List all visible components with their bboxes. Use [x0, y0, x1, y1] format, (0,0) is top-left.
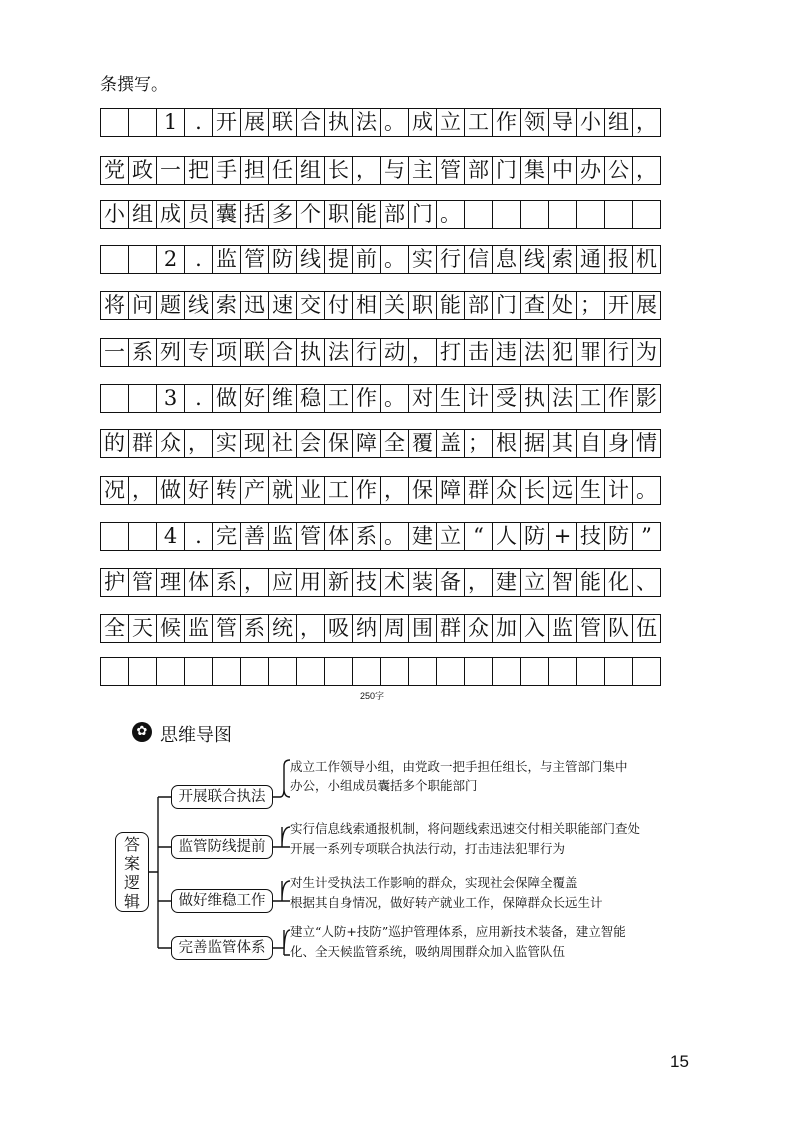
grid-cell — [129, 658, 157, 686]
grid-cell: 工 — [465, 109, 493, 137]
grid-cell: 根 — [493, 430, 521, 458]
grid-cell: 交 — [297, 292, 325, 320]
grid-cell: 技 — [577, 523, 605, 551]
grid-cell: 理 — [157, 569, 185, 597]
grid-cell: 好 — [185, 477, 213, 505]
grid-cell: 线 — [185, 292, 213, 320]
grid-cell: . — [185, 109, 213, 137]
grid-cell: 部 — [381, 201, 409, 229]
branch-supervision-system: 完善监管体系 — [171, 936, 273, 960]
mind-map-title: 思维导图 — [160, 725, 232, 745]
grid-cell: 工 — [577, 385, 605, 413]
grid-cell: 计 — [465, 385, 493, 413]
grid-cell: 做 — [157, 477, 185, 505]
grid-cell: 信 — [465, 246, 493, 274]
grid-cell: 一 — [101, 339, 129, 367]
grid-cell: 打 — [437, 339, 465, 367]
grid-cell: 罪 — [577, 339, 605, 367]
grid-cell: 化 — [605, 569, 633, 597]
grid-cell: 领 — [521, 109, 549, 137]
grid-cell — [129, 523, 157, 551]
grid-cell: 专 — [185, 339, 213, 367]
grid-cell: 作 — [353, 385, 381, 413]
grid-cell: 成 — [157, 201, 185, 229]
grid-cell: 体 — [185, 569, 213, 597]
grid-cell: 监 — [549, 615, 577, 643]
grid-cell: 违 — [493, 339, 521, 367]
grid-cell — [549, 658, 577, 686]
grid-cell: 括 — [241, 201, 269, 229]
grid-cell — [381, 658, 409, 686]
grid-cell: 身 — [605, 430, 633, 458]
grid-cell — [101, 523, 129, 551]
grid-cell — [465, 658, 493, 686]
grid-cell: 实 — [409, 246, 437, 274]
grid-cell: 1 — [157, 109, 185, 137]
grid-cell: 防 — [521, 523, 549, 551]
grid-cell: “ — [465, 523, 493, 551]
grid-cell: 众 — [493, 477, 521, 505]
leaf-text: 对生计受执法工作影响的群众，实现社会保障全覆盖 — [290, 875, 578, 890]
grid-cell: 作 — [605, 385, 633, 413]
grid-cell: 系 — [129, 339, 157, 367]
grid-cell — [633, 658, 661, 686]
grid-cell: 据 — [521, 430, 549, 458]
grid-cell: 众 — [157, 430, 185, 458]
grid-cell: ， — [381, 477, 409, 505]
grid-cell: + — [549, 523, 577, 551]
grid-cell: 公 — [605, 157, 633, 185]
essay-row — [100, 200, 661, 229]
grid-cell: 众 — [465, 615, 493, 643]
grid-cell: 应 — [269, 569, 297, 597]
grid-cell: 实 — [213, 430, 241, 458]
grid-cell: 立 — [437, 109, 465, 137]
grid-cell: 新 — [325, 569, 353, 597]
grid-cell: 部 — [465, 292, 493, 320]
grid-cell: ， — [633, 157, 661, 185]
grid-cell: 做 — [213, 385, 241, 413]
leaf-text: 办公，小组成员囊括多个职能部门 — [290, 778, 478, 793]
grid-cell: 对 — [409, 385, 437, 413]
grid-cell — [101, 246, 129, 274]
grid-cell: 组 — [605, 109, 633, 137]
grid-cell — [129, 385, 157, 413]
leaf-text: 建立“人防+技防”巡护管理体系，应用新技术装备，建立智能 — [290, 924, 626, 939]
grid-cell: 将 — [101, 292, 129, 320]
grid-cell: 息 — [493, 246, 521, 274]
grid-cell: 管 — [241, 246, 269, 274]
grid-cell: 相 — [353, 292, 381, 320]
grid-cell: 建 — [409, 523, 437, 551]
grid-cell: 行 — [353, 339, 381, 367]
grid-cell: 智 — [549, 569, 577, 597]
grid-cell: 执 — [521, 385, 549, 413]
grid-cell: 候 — [157, 615, 185, 643]
grid-cell: 前 — [353, 246, 381, 274]
grid-cell — [493, 201, 521, 229]
grid-cell: 速 — [269, 292, 297, 320]
grid-cell — [353, 658, 381, 686]
grid-cell: 处 — [549, 292, 577, 320]
lead-text: 条撰写。 — [100, 75, 168, 95]
essay-row — [100, 291, 661, 320]
grid-cell: 集 — [521, 157, 549, 185]
essay-row — [100, 108, 661, 137]
grid-cell: ， — [353, 157, 381, 185]
grid-cell: 管 — [437, 157, 465, 185]
grid-cell — [577, 658, 605, 686]
branch-joint-enforcement: 开展联合执法 — [171, 785, 273, 809]
grid-cell: 业 — [297, 477, 325, 505]
essay-row — [100, 156, 661, 185]
grid-cell — [129, 109, 157, 137]
grid-cell: 生 — [577, 477, 605, 505]
grid-cell: 通 — [577, 246, 605, 274]
essay-row — [100, 476, 661, 505]
grid-cell — [185, 658, 213, 686]
leaf-text: 实行信息线索通报机制，将问题线索迅速交付相关职能部门查处 — [290, 821, 641, 836]
grid-cell: 组 — [129, 201, 157, 229]
grid-cell: 全 — [101, 615, 129, 643]
flower-icon: ✿ — [132, 722, 152, 742]
grid-cell: 备 — [437, 569, 465, 597]
grid-cell: 报 — [605, 246, 633, 274]
grid-cell — [437, 658, 465, 686]
grid-cell: 就 — [269, 477, 297, 505]
root-char: 辑 — [123, 892, 140, 911]
grid-cell: 的 — [101, 430, 129, 458]
grid-cell: 人 — [493, 523, 521, 551]
grid-cell: 合 — [269, 339, 297, 367]
grid-cell: 一 — [157, 157, 185, 185]
grid-cell: 项 — [213, 339, 241, 367]
grid-cell: 善 — [241, 523, 269, 551]
grid-cell: 。 — [381, 385, 409, 413]
grid-cell: 职 — [325, 201, 353, 229]
grid-cell: 、 — [633, 569, 661, 597]
grid-cell: 群 — [437, 615, 465, 643]
grid-cell: 好 — [241, 385, 269, 413]
grid-cell — [241, 658, 269, 686]
grid-cell: 自 — [577, 430, 605, 458]
grid-cell: 党 — [101, 157, 129, 185]
grid-cell: 执 — [297, 339, 325, 367]
grid-cell: 问 — [129, 292, 157, 320]
branch-regulatory-defense: 监管防线提前 — [171, 835, 273, 859]
grid-cell — [633, 201, 661, 229]
grid-cell: 维 — [269, 385, 297, 413]
grid-cell: 入 — [521, 615, 549, 643]
branch-stability-work: 做好维稳工作 — [171, 889, 273, 913]
grid-cell: 用 — [297, 569, 325, 597]
grid-cell: 系 — [241, 615, 269, 643]
grid-cell: 监 — [213, 246, 241, 274]
grid-cell: 管 — [213, 615, 241, 643]
grid-cell — [577, 201, 605, 229]
root-char: 逻 — [123, 873, 140, 892]
page-number: 15 — [670, 1052, 689, 1071]
essay-row — [100, 614, 661, 643]
grid-cell: 工 — [325, 385, 353, 413]
grid-cell: 防 — [605, 523, 633, 551]
grid-cell: 法 — [353, 109, 381, 137]
grid-cell: 系 — [353, 523, 381, 551]
grid-cell: 法 — [325, 339, 353, 367]
grid-cell: 索 — [213, 292, 241, 320]
essay-row — [100, 657, 661, 686]
grid-cell: 成 — [409, 109, 437, 137]
grid-cell: 政 — [129, 157, 157, 185]
grid-cell: 合 — [297, 109, 325, 137]
grid-cell: 4 — [157, 523, 185, 551]
grid-cell: 周 — [381, 615, 409, 643]
grid-cell: ， — [185, 430, 213, 458]
root-char: 案 — [123, 854, 140, 873]
grid-cell: 工 — [325, 477, 353, 505]
grid-cell: 能 — [353, 201, 381, 229]
grid-cell: 影 — [633, 385, 661, 413]
grid-cell: 立 — [521, 569, 549, 597]
grid-cell: 体 — [325, 523, 353, 551]
grid-cell: 法 — [521, 339, 549, 367]
grid-cell: 联 — [241, 339, 269, 367]
grid-cell: ， — [297, 615, 325, 643]
grid-cell — [465, 201, 493, 229]
grid-cell: 盖 — [437, 430, 465, 458]
grid-cell: ； — [465, 430, 493, 458]
grid-cell: 。 — [437, 201, 465, 229]
grid-cell: 管 — [297, 523, 325, 551]
grid-cell: ； — [577, 292, 605, 320]
grid-cell — [129, 246, 157, 274]
grid-cell: 把 — [185, 157, 213, 185]
grid-cell: 囊 — [213, 201, 241, 229]
grid-cell — [297, 658, 325, 686]
grid-cell — [101, 385, 129, 413]
grid-cell: 列 — [157, 339, 185, 367]
grid-cell: 主 — [409, 157, 437, 185]
grid-cell: 况 — [101, 477, 129, 505]
leaf-text: 根据其自身情况，做好转产就业工作，保障群众长远生计 — [290, 895, 603, 910]
grid-cell — [605, 201, 633, 229]
grid-cell — [325, 658, 353, 686]
grid-cell: 个 — [297, 201, 325, 229]
grid-cell: 题 — [157, 292, 185, 320]
grid-cell: 术 — [381, 569, 409, 597]
grid-cell: 保 — [409, 477, 437, 505]
grid-cell: 技 — [353, 569, 381, 597]
grid-cell: 。 — [381, 523, 409, 551]
grid-cell: 担 — [241, 157, 269, 185]
grid-cell: 护 — [101, 569, 129, 597]
grid-cell: 行 — [437, 246, 465, 274]
grid-cell: 员 — [185, 201, 213, 229]
grid-cell: 能 — [577, 569, 605, 597]
grid-cell: 查 — [521, 292, 549, 320]
grid-cell: 开 — [213, 109, 241, 137]
essay-row — [100, 245, 661, 274]
essay-row — [100, 338, 661, 367]
grid-cell: 付 — [325, 292, 353, 320]
grid-cell: 装 — [409, 569, 437, 597]
grid-cell: 监 — [185, 615, 213, 643]
grid-cell: 群 — [465, 477, 493, 505]
grid-cell: 关 — [381, 292, 409, 320]
grid-cell: 门 — [493, 292, 521, 320]
word-count: 250字 — [360, 691, 385, 701]
grid-cell: 。 — [381, 246, 409, 274]
grid-cell: . — [185, 385, 213, 413]
leaf-text: 化、全天候监管系统，吸纳周围群众加入监管队伍 — [290, 944, 566, 959]
grid-cell — [409, 658, 437, 686]
grid-cell: 索 — [549, 246, 577, 274]
grid-cell: ， — [633, 109, 661, 137]
grid-cell: ， — [129, 477, 157, 505]
grid-cell: 法 — [549, 385, 577, 413]
essay-row — [100, 568, 661, 597]
grid-cell: 全 — [381, 430, 409, 458]
grid-cell: 障 — [437, 477, 465, 505]
grid-cell: 。 — [633, 477, 661, 505]
grid-cell: 职 — [409, 292, 437, 320]
grid-cell: 其 — [549, 430, 577, 458]
grid-cell: 天 — [129, 615, 157, 643]
grid-cell — [493, 658, 521, 686]
essay-row — [100, 384, 661, 413]
grid-cell: 3 — [157, 385, 185, 413]
grid-cell: 2 — [157, 246, 185, 274]
grid-cell: 系 — [213, 569, 241, 597]
grid-cell: 门 — [409, 201, 437, 229]
essay-row — [100, 522, 661, 551]
grid-cell: 生 — [437, 385, 465, 413]
grid-cell: 小 — [101, 201, 129, 229]
grid-cell: 围 — [409, 615, 437, 643]
grid-cell: 开 — [605, 292, 633, 320]
grid-cell: ， — [409, 339, 437, 367]
grid-cell: 障 — [353, 430, 381, 458]
grid-cell: 展 — [241, 109, 269, 137]
grid-cell: 计 — [605, 477, 633, 505]
grid-cell: 线 — [297, 246, 325, 274]
leaf-text: 开展一系列专项联合执法行动，打击违法犯罪行为 — [290, 841, 566, 856]
grid-cell: 能 — [437, 292, 465, 320]
grid-cell: 作 — [353, 477, 381, 505]
grid-cell: ， — [465, 569, 493, 597]
grid-cell: 门 — [493, 157, 521, 185]
grid-cell — [269, 658, 297, 686]
grid-cell: 立 — [437, 523, 465, 551]
grid-cell: 统 — [269, 615, 297, 643]
root-char: 答 — [123, 835, 140, 854]
grid-cell: 执 — [325, 109, 353, 137]
grid-cell: 防 — [269, 246, 297, 274]
grid-cell: 吸 — [325, 615, 353, 643]
grid-cell: 迅 — [241, 292, 269, 320]
grid-cell — [157, 658, 185, 686]
grid-cell: 线 — [521, 246, 549, 274]
grid-cell: 情 — [633, 430, 661, 458]
grid-cell: 伍 — [633, 615, 661, 643]
grid-cell: 现 — [241, 430, 269, 458]
grid-cell: 小 — [577, 109, 605, 137]
grid-cell: 展 — [633, 292, 661, 320]
grid-cell: 为 — [633, 339, 661, 367]
grid-cell: 社 — [269, 430, 297, 458]
grid-cell — [549, 201, 577, 229]
leaf-text: 成立工作领导小组，由党政一把手担任组长，与主管部门集中 — [290, 759, 628, 774]
grid-cell: 导 — [549, 109, 577, 137]
grid-cell: . — [185, 246, 213, 274]
grid-cell: 完 — [213, 523, 241, 551]
grid-cell: . — [185, 523, 213, 551]
essay-row — [100, 429, 661, 458]
grid-cell: 转 — [213, 477, 241, 505]
grid-cell: 产 — [241, 477, 269, 505]
grid-cell: 犯 — [549, 339, 577, 367]
grid-cell: 组 — [297, 157, 325, 185]
grid-cell — [101, 109, 129, 137]
grid-cell: 覆 — [409, 430, 437, 458]
grid-cell: 联 — [269, 109, 297, 137]
grid-cell: 受 — [493, 385, 521, 413]
grid-cell — [521, 201, 549, 229]
mind-map-root — [115, 832, 149, 912]
grid-cell — [521, 658, 549, 686]
grid-cell: 中 — [549, 157, 577, 185]
grid-cell: 队 — [605, 615, 633, 643]
grid-cell: 建 — [493, 569, 521, 597]
grid-cell: 长 — [325, 157, 353, 185]
grid-cell: 行 — [605, 339, 633, 367]
grid-cell: 稳 — [297, 385, 325, 413]
grid-cell: 长 — [521, 477, 549, 505]
grid-cell: 会 — [297, 430, 325, 458]
grid-cell: 多 — [269, 201, 297, 229]
grid-cell: 。 — [381, 109, 409, 137]
grid-cell: ” — [633, 523, 661, 551]
grid-cell — [213, 658, 241, 686]
grid-cell: 管 — [577, 615, 605, 643]
grid-cell: 机 — [633, 246, 661, 274]
grid-cell: 部 — [465, 157, 493, 185]
grid-cell: 纳 — [353, 615, 381, 643]
grid-cell: 办 — [577, 157, 605, 185]
grid-cell: 作 — [493, 109, 521, 137]
grid-cell: 加 — [493, 615, 521, 643]
grid-cell: 动 — [381, 339, 409, 367]
grid-cell: 远 — [549, 477, 577, 505]
grid-cell: 与 — [381, 157, 409, 185]
grid-cell: 群 — [129, 430, 157, 458]
grid-cell: 提 — [325, 246, 353, 274]
grid-cell: 保 — [325, 430, 353, 458]
grid-cell: 监 — [269, 523, 297, 551]
grid-cell: 任 — [269, 157, 297, 185]
grid-cell: 管 — [129, 569, 157, 597]
grid-cell: 手 — [213, 157, 241, 185]
grid-cell: 击 — [465, 339, 493, 367]
grid-cell: ， — [241, 569, 269, 597]
grid-cell — [605, 658, 633, 686]
grid-cell — [101, 658, 129, 686]
